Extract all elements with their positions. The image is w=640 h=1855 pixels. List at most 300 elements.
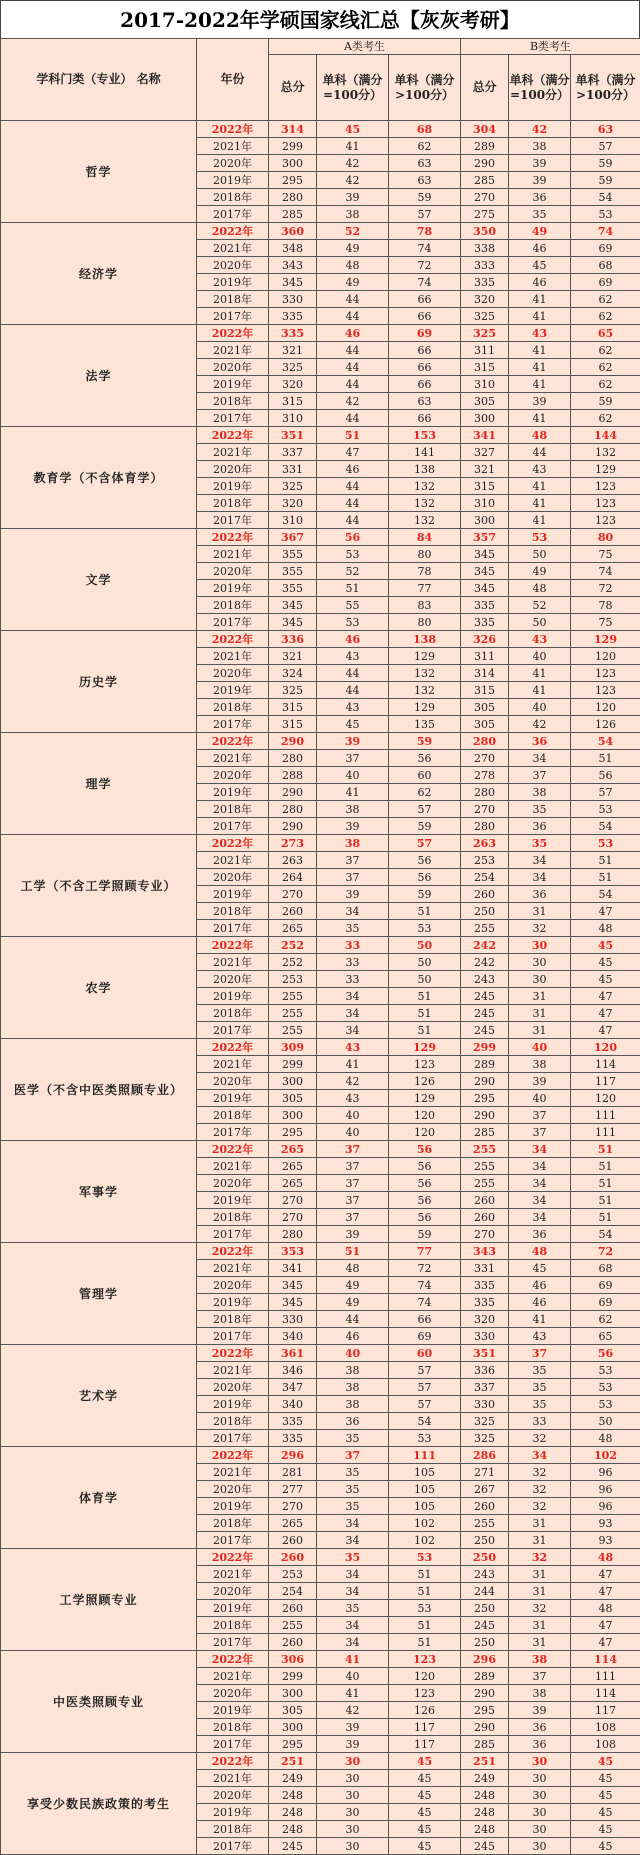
a-total-cell: 300 — [269, 1685, 317, 1702]
a-single-gt100-cell: 129 — [389, 1090, 461, 1107]
a-total-cell: 330 — [269, 291, 317, 308]
year-cell: 2017年 — [197, 512, 269, 529]
a-single-100-cell: 42 — [317, 172, 389, 189]
b-single-gt100-cell: 51 — [571, 869, 640, 886]
b-total-cell: 270 — [461, 189, 509, 206]
year-cell: 2019年 — [197, 1702, 269, 1719]
a-single-gt100-cell: 56 — [389, 750, 461, 767]
a-single-gt100-cell: 74 — [389, 274, 461, 291]
a-total-cell: 290 — [269, 784, 317, 801]
b-single-gt100-cell: 111 — [571, 1668, 640, 1685]
a-single-gt100-cell: 72 — [389, 1260, 461, 1277]
year-cell: 2018年 — [197, 495, 269, 512]
year-cell: 2018年 — [197, 1413, 269, 1430]
a-single-gt100-cell: 69 — [389, 325, 461, 342]
a-single-gt100-cell: 51 — [389, 1634, 461, 1651]
b-single-gt100-cell: 57 — [571, 784, 640, 801]
b-total-cell: 285 — [461, 1124, 509, 1141]
a-single-100-cell: 30 — [317, 1787, 389, 1804]
b-total-cell: 335 — [461, 1294, 509, 1311]
a-single-gt100-cell: 59 — [389, 189, 461, 206]
a-total-cell: 331 — [269, 461, 317, 478]
table-row — [1, 733, 640, 750]
a-single-100-cell: 47 — [317, 444, 389, 461]
year-cell: 2021年 — [197, 1566, 269, 1583]
b-total-cell: 335 — [461, 597, 509, 614]
a-single-gt100-cell: 102 — [389, 1532, 461, 1549]
a-total-cell: 340 — [269, 1328, 317, 1345]
year-cell: 2017年 — [197, 1022, 269, 1039]
b-single-gt100-cell: 59 — [571, 172, 640, 189]
a-single-100-cell: 37 — [317, 1175, 389, 1192]
year-cell: 2018年 — [197, 189, 269, 206]
category-name: 管理学 — [1, 1243, 197, 1345]
year-cell: 2018年 — [197, 699, 269, 716]
b-single-gt100-cell: 57 — [571, 138, 640, 155]
b-single-gt100-cell: 123 — [571, 682, 640, 699]
b-single-gt100-cell: 111 — [571, 1124, 640, 1141]
b-total-cell: 330 — [461, 1396, 509, 1413]
a-single-100-cell: 43 — [317, 699, 389, 716]
b-single-100-cell: 30 — [509, 1770, 571, 1787]
a-total-cell: 348 — [269, 240, 317, 257]
b-single-gt100-cell: 51 — [571, 1192, 640, 1209]
a-total-cell: 248 — [269, 1787, 317, 1804]
b-single-gt100-cell: 47 — [571, 903, 640, 920]
a-single-100-cell: 37 — [317, 869, 389, 886]
a-total-cell: 264 — [269, 869, 317, 886]
a-single-gt100-cell: 123 — [389, 1651, 461, 1668]
b-single-100-cell: 41 — [509, 682, 571, 699]
b-total-cell: 245 — [461, 1005, 509, 1022]
table-row — [1, 1243, 640, 1260]
b-single-gt100-cell: 72 — [571, 1243, 640, 1260]
a-single-gt100-cell: 153 — [389, 427, 461, 444]
a-single-100-cell: 53 — [317, 546, 389, 563]
b-single-gt100-cell: 48 — [571, 920, 640, 937]
a-total-cell: 265 — [269, 1515, 317, 1532]
year-cell: 2020年 — [197, 665, 269, 682]
a-single-gt100-cell: 69 — [389, 1328, 461, 1345]
b-single-100-cell: 34 — [509, 1192, 571, 1209]
a-total-cell: 335 — [269, 1430, 317, 1447]
b-single-100-cell: 46 — [509, 240, 571, 257]
a-total-cell: 325 — [269, 478, 317, 495]
b-single-100-cell: 41 — [509, 291, 571, 308]
a-single-100-cell: 41 — [317, 784, 389, 801]
a-single-gt100-cell: 60 — [389, 1345, 461, 1362]
b-total-cell: 290 — [461, 155, 509, 172]
b-total-cell: 260 — [461, 1192, 509, 1209]
b-single-gt100-cell: 72 — [571, 580, 640, 597]
a-single-gt100-cell: 45 — [389, 1787, 461, 1804]
b-single-100-cell: 39 — [509, 393, 571, 410]
a-single-100-cell: 35 — [317, 1498, 389, 1515]
a-single-gt100-cell: 66 — [389, 342, 461, 359]
a-single-gt100-cell: 45 — [389, 1753, 461, 1770]
b-single-gt100-cell: 120 — [571, 699, 640, 716]
b-single-100-cell: 42 — [509, 121, 571, 138]
a-single-gt100-cell: 45 — [389, 1770, 461, 1787]
year-cell: 2021年 — [197, 342, 269, 359]
b-total-cell: 251 — [461, 1753, 509, 1770]
b-single-100-cell: 38 — [509, 1056, 571, 1073]
year-cell: 2020年 — [197, 1481, 269, 1498]
b-total-cell: 270 — [461, 1226, 509, 1243]
a-total-cell: 273 — [269, 835, 317, 852]
a-single-gt100-cell: 62 — [389, 784, 461, 801]
table-row — [1, 835, 640, 852]
year-cell: 2018年 — [197, 1209, 269, 1226]
year-cell: 2022年 — [197, 121, 269, 138]
b-single-gt100-cell: 120 — [571, 1039, 640, 1056]
a-single-100-cell: 35 — [317, 1600, 389, 1617]
a-total-cell: 355 — [269, 563, 317, 580]
a-single-100-cell: 46 — [317, 1328, 389, 1345]
b-single-100-cell: 43 — [509, 1328, 571, 1345]
a-single-100-cell: 46 — [317, 631, 389, 648]
category-name: 工学照顾专业 — [1, 1549, 197, 1651]
b-total-cell: 245 — [461, 1617, 509, 1634]
header-year: 年份 — [197, 39, 269, 121]
a-single-100-cell: 46 — [317, 461, 389, 478]
b-single-gt100-cell: 78 — [571, 597, 640, 614]
score-table — [0, 38, 640, 1855]
year-cell: 2020年 — [197, 1379, 269, 1396]
year-cell: 2022年 — [197, 1447, 269, 1464]
b-single-100-cell: 37 — [509, 767, 571, 784]
table-body — [1, 121, 640, 1855]
a-single-100-cell: 36 — [317, 1413, 389, 1430]
b-total-cell: 260 — [461, 1498, 509, 1515]
b-single-gt100-cell: 68 — [571, 1260, 640, 1277]
a-single-gt100-cell: 126 — [389, 1702, 461, 1719]
year-cell: 2017年 — [197, 1226, 269, 1243]
a-single-gt100-cell: 138 — [389, 461, 461, 478]
year-cell: 2019年 — [197, 1600, 269, 1617]
a-single-gt100-cell: 105 — [389, 1481, 461, 1498]
b-single-gt100-cell: 65 — [571, 1328, 640, 1345]
a-single-gt100-cell: 132 — [389, 682, 461, 699]
a-single-gt100-cell: 68 — [389, 121, 461, 138]
a-single-gt100-cell: 63 — [389, 393, 461, 410]
b-single-100-cell: 36 — [509, 1226, 571, 1243]
a-single-100-cell: 52 — [317, 563, 389, 580]
a-single-100-cell: 34 — [317, 1005, 389, 1022]
b-total-cell: 321 — [461, 461, 509, 478]
year-cell: 2020年 — [197, 1175, 269, 1192]
a-single-100-cell: 44 — [317, 682, 389, 699]
b-single-gt100-cell: 114 — [571, 1056, 640, 1073]
year-cell: 2018年 — [197, 1821, 269, 1838]
b-total-cell: 290 — [461, 1685, 509, 1702]
a-single-gt100-cell: 60 — [389, 767, 461, 784]
a-single-gt100-cell: 126 — [389, 1073, 461, 1090]
b-single-gt100-cell: 62 — [571, 359, 640, 376]
a-single-gt100-cell: 59 — [389, 733, 461, 750]
b-single-gt100-cell: 69 — [571, 1294, 640, 1311]
year-cell: 2018年 — [197, 1107, 269, 1124]
year-cell: 2019年 — [197, 376, 269, 393]
table-row — [1, 529, 640, 546]
a-single-gt100-cell: 63 — [389, 172, 461, 189]
b-single-100-cell: 38 — [509, 1651, 571, 1668]
a-single-100-cell: 48 — [317, 257, 389, 274]
b-single-100-cell: 39 — [509, 172, 571, 189]
b-single-gt100-cell: 53 — [571, 835, 640, 852]
b-single-100-cell: 50 — [509, 546, 571, 563]
a-total-cell: 321 — [269, 648, 317, 665]
b-total-cell: 270 — [461, 750, 509, 767]
year-cell: 2018年 — [197, 393, 269, 410]
a-single-gt100-cell: 66 — [389, 376, 461, 393]
b-total-cell: 244 — [461, 1583, 509, 1600]
a-total-cell: 299 — [269, 138, 317, 155]
year-cell: 2022年 — [197, 937, 269, 954]
a-single-100-cell: 37 — [317, 1209, 389, 1226]
a-single-gt100-cell: 50 — [389, 971, 461, 988]
b-total-cell: 299 — [461, 1039, 509, 1056]
b-single-gt100-cell: 45 — [571, 1753, 640, 1770]
a-single-100-cell: 34 — [317, 1634, 389, 1651]
a-single-gt100-cell: 66 — [389, 291, 461, 308]
a-single-100-cell: 41 — [317, 138, 389, 155]
a-single-gt100-cell: 54 — [389, 1413, 461, 1430]
a-total-cell: 280 — [269, 801, 317, 818]
year-cell: 2018年 — [197, 291, 269, 308]
b-total-cell: 289 — [461, 1056, 509, 1073]
category-name: 理学 — [1, 733, 197, 835]
a-total-cell: 336 — [269, 631, 317, 648]
b-single-gt100-cell: 123 — [571, 478, 640, 495]
a-total-cell: 249 — [269, 1770, 317, 1787]
b-total-cell: 320 — [461, 291, 509, 308]
year-cell: 2020年 — [197, 563, 269, 580]
a-single-100-cell: 49 — [317, 240, 389, 257]
b-total-cell: 280 — [461, 818, 509, 835]
year-cell: 2020年 — [197, 971, 269, 988]
b-single-100-cell: 43 — [509, 325, 571, 342]
b-single-100-cell: 34 — [509, 1175, 571, 1192]
a-total-cell: 270 — [269, 1192, 317, 1209]
year-cell: 2017年 — [197, 1532, 269, 1549]
year-cell: 2017年 — [197, 1124, 269, 1141]
a-single-gt100-cell: 56 — [389, 852, 461, 869]
a-single-gt100-cell: 56 — [389, 1175, 461, 1192]
a-single-100-cell: 44 — [317, 665, 389, 682]
b-single-100-cell: 41 — [509, 665, 571, 682]
a-single-100-cell: 39 — [317, 1226, 389, 1243]
b-single-100-cell: 36 — [509, 818, 571, 835]
a-single-gt100-cell: 53 — [389, 920, 461, 937]
b-single-100-cell: 42 — [509, 716, 571, 733]
a-single-gt100-cell: 56 — [389, 1158, 461, 1175]
a-single-100-cell: 40 — [317, 767, 389, 784]
b-single-gt100-cell: 48 — [571, 1430, 640, 1447]
category-name: 历史学 — [1, 631, 197, 733]
b-single-gt100-cell: 47 — [571, 1005, 640, 1022]
category-name: 医学（不含中医类照顾专业） — [1, 1039, 197, 1141]
a-single-100-cell: 44 — [317, 495, 389, 512]
a-single-gt100-cell: 120 — [389, 1668, 461, 1685]
b-total-cell: 295 — [461, 1702, 509, 1719]
b-single-gt100-cell: 45 — [571, 954, 640, 971]
b-total-cell: 255 — [461, 920, 509, 937]
b-single-100-cell: 45 — [509, 257, 571, 274]
a-single-100-cell: 34 — [317, 1583, 389, 1600]
a-single-100-cell: 51 — [317, 427, 389, 444]
b-single-100-cell: 32 — [509, 1498, 571, 1515]
b-total-cell: 289 — [461, 1668, 509, 1685]
a-total-cell: 309 — [269, 1039, 317, 1056]
b-total-cell: 310 — [461, 376, 509, 393]
a-single-100-cell: 37 — [317, 1158, 389, 1175]
b-single-gt100-cell: 62 — [571, 291, 640, 308]
a-total-cell: 290 — [269, 733, 317, 750]
a-single-gt100-cell: 56 — [389, 1192, 461, 1209]
a-single-gt100-cell: 51 — [389, 1005, 461, 1022]
category-name: 经济学 — [1, 223, 197, 325]
a-total-cell: 306 — [269, 1651, 317, 1668]
a-single-gt100-cell: 72 — [389, 257, 461, 274]
a-single-100-cell: 51 — [317, 1243, 389, 1260]
year-cell: 2018年 — [197, 1005, 269, 1022]
b-single-gt100-cell: 93 — [571, 1532, 640, 1549]
a-total-cell: 321 — [269, 342, 317, 359]
b-total-cell: 245 — [461, 1022, 509, 1039]
b-single-gt100-cell: 54 — [571, 733, 640, 750]
table-row — [1, 937, 640, 954]
b-single-100-cell: 40 — [509, 1039, 571, 1056]
b-single-gt100-cell: 69 — [571, 240, 640, 257]
b-single-gt100-cell: 117 — [571, 1073, 640, 1090]
a-total-cell: 299 — [269, 1056, 317, 1073]
a-total-cell: 263 — [269, 852, 317, 869]
year-cell: 2019年 — [197, 580, 269, 597]
b-single-100-cell: 30 — [509, 1753, 571, 1770]
b-single-gt100-cell: 114 — [571, 1685, 640, 1702]
a-total-cell: 320 — [269, 376, 317, 393]
a-total-cell: 295 — [269, 1124, 317, 1141]
year-cell: 2019年 — [197, 682, 269, 699]
year-cell: 2020年 — [197, 1583, 269, 1600]
b-total-cell: 253 — [461, 852, 509, 869]
year-cell: 2020年 — [197, 461, 269, 478]
a-single-gt100-cell: 78 — [389, 223, 461, 240]
b-single-gt100-cell: 96 — [571, 1464, 640, 1481]
a-single-100-cell: 56 — [317, 529, 389, 546]
year-cell: 2019年 — [197, 1804, 269, 1821]
a-single-100-cell: 34 — [317, 1515, 389, 1532]
a-single-100-cell: 34 — [317, 1617, 389, 1634]
a-single-100-cell: 44 — [317, 291, 389, 308]
page-title: 2017-2022年学硕国家线汇总【灰灰考研】 — [0, 0, 640, 38]
b-single-gt100-cell: 54 — [571, 818, 640, 835]
year-cell: 2017年 — [197, 1634, 269, 1651]
a-single-gt100-cell: 105 — [389, 1498, 461, 1515]
b-total-cell: 305 — [461, 716, 509, 733]
table-row — [1, 121, 640, 138]
b-single-100-cell: 40 — [509, 648, 571, 665]
b-single-100-cell: 37 — [509, 1124, 571, 1141]
a-total-cell: 245 — [269, 1838, 317, 1855]
header-group-b: B类考生 — [461, 39, 640, 55]
a-single-100-cell: 44 — [317, 376, 389, 393]
a-single-100-cell: 41 — [317, 1651, 389, 1668]
a-total-cell: 305 — [269, 1702, 317, 1719]
a-single-100-cell: 30 — [317, 1804, 389, 1821]
b-total-cell: 345 — [461, 563, 509, 580]
b-single-gt100-cell: 47 — [571, 988, 640, 1005]
a-single-100-cell: 38 — [317, 835, 389, 852]
b-single-gt100-cell: 111 — [571, 1107, 640, 1124]
a-single-100-cell: 39 — [317, 886, 389, 903]
category-name: 法学 — [1, 325, 197, 427]
b-single-gt100-cell: 65 — [571, 325, 640, 342]
header-a-single-100: 单科（满分=100分） — [317, 55, 389, 121]
a-single-100-cell: 42 — [317, 1702, 389, 1719]
b-single-gt100-cell: 144 — [571, 427, 640, 444]
b-single-gt100-cell: 51 — [571, 750, 640, 767]
a-single-100-cell: 43 — [317, 1090, 389, 1107]
a-single-gt100-cell: 50 — [389, 937, 461, 954]
year-cell: 2018年 — [197, 1617, 269, 1634]
a-single-gt100-cell: 51 — [389, 1566, 461, 1583]
b-total-cell: 286 — [461, 1447, 509, 1464]
a-single-gt100-cell: 66 — [389, 308, 461, 325]
year-cell: 2022年 — [197, 631, 269, 648]
category-name: 军事学 — [1, 1141, 197, 1243]
b-single-100-cell: 44 — [509, 444, 571, 461]
b-single-gt100-cell: 51 — [571, 1175, 640, 1192]
year-cell: 2017年 — [197, 206, 269, 223]
b-single-100-cell: 41 — [509, 308, 571, 325]
year-cell: 2017年 — [197, 920, 269, 937]
year-cell: 2018年 — [197, 1719, 269, 1736]
b-single-gt100-cell: 69 — [571, 1277, 640, 1294]
a-total-cell: 260 — [269, 1634, 317, 1651]
b-total-cell: 267 — [461, 1481, 509, 1498]
b-total-cell: 304 — [461, 121, 509, 138]
b-single-100-cell: 34 — [509, 852, 571, 869]
b-single-gt100-cell: 45 — [571, 1787, 640, 1804]
b-single-100-cell: 30 — [509, 1838, 571, 1855]
b-single-gt100-cell: 123 — [571, 495, 640, 512]
year-cell: 2022年 — [197, 1243, 269, 1260]
a-single-100-cell: 46 — [317, 325, 389, 342]
b-single-100-cell: 52 — [509, 597, 571, 614]
b-single-gt100-cell: 132 — [571, 444, 640, 461]
b-single-gt100-cell: 47 — [571, 1566, 640, 1583]
a-single-100-cell: 39 — [317, 189, 389, 206]
a-total-cell: 280 — [269, 750, 317, 767]
a-total-cell: 252 — [269, 937, 317, 954]
b-total-cell: 270 — [461, 801, 509, 818]
a-single-100-cell: 34 — [317, 1532, 389, 1549]
a-single-100-cell: 42 — [317, 393, 389, 410]
b-single-gt100-cell: 62 — [571, 1311, 640, 1328]
a-single-100-cell: 40 — [317, 1668, 389, 1685]
b-single-100-cell: 32 — [509, 1464, 571, 1481]
a-single-100-cell: 43 — [317, 1039, 389, 1056]
b-single-gt100-cell: 45 — [571, 1770, 640, 1787]
year-cell: 2020年 — [197, 869, 269, 886]
b-total-cell: 242 — [461, 937, 509, 954]
b-single-100-cell: 31 — [509, 1022, 571, 1039]
a-single-100-cell: 34 — [317, 1566, 389, 1583]
b-single-gt100-cell: 50 — [571, 1413, 640, 1430]
year-cell: 2018年 — [197, 1515, 269, 1532]
